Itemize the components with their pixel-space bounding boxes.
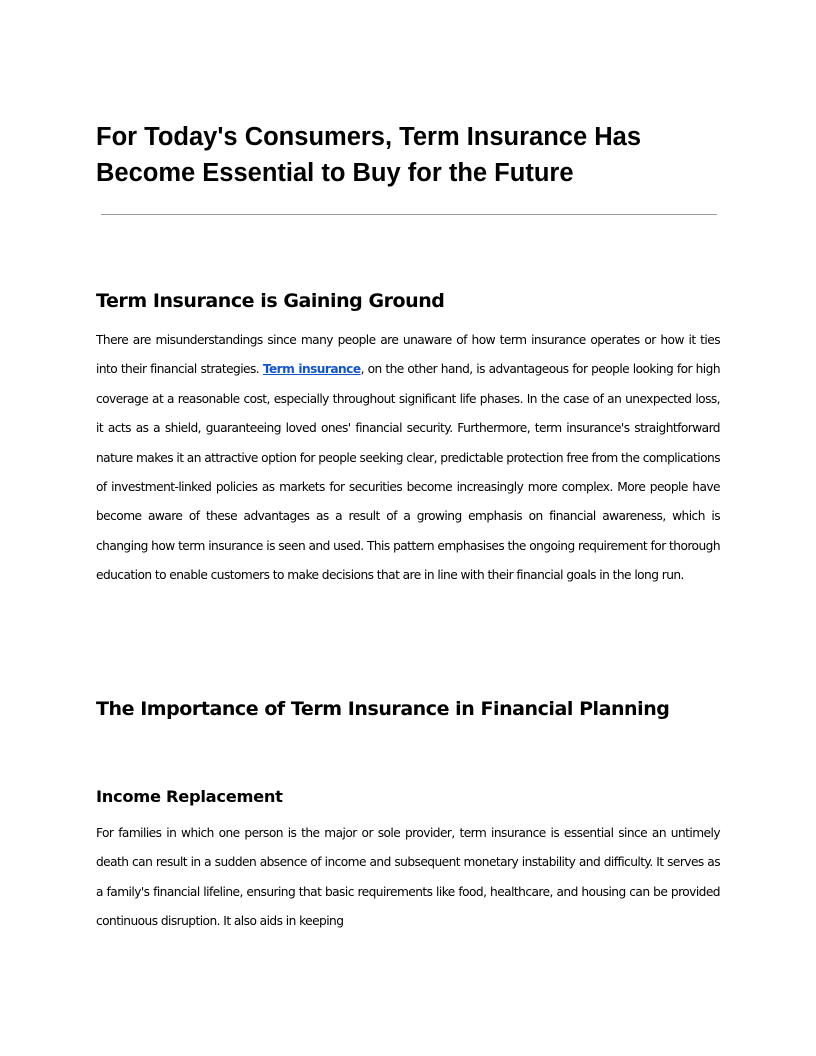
horizontal-divider bbox=[101, 214, 717, 215]
paragraph-text-before-link: There are misunderstandings since many people are unaware of how term insurance operates or how it ties into their financial strategies. bbox=[96, 333, 720, 377]
term-insurance-link[interactable]: Term insurance bbox=[262, 362, 361, 377]
paragraph-text-after-link: , on the other hand, is advantageous for people looking for high coverage at a reasonable cost, especially throughout significant life phases. In the case of an unexpected loss, it acts as a shield, guaranteeing loved ones' financial security. Furthermore, term insurance's straightforward nature makes it an attractive option for people seeking clear, predictable protection free from the complications of investment-linked policies as markets for securities become increasingly more complex. More people have become aware of these advantages as a result of a growing emphasis on financial awareness, which is changing how term insurance is seen and used. This pattern emphasises the ongoing requirement for thorough education to enable customers to make decisions that are in line with their financial goals in the long run. bbox=[96, 362, 720, 583]
section-heading-gaining-ground: Term Insurance is Gaining Ground bbox=[96, 290, 445, 312]
document-title: For Today's Consumers, Term Insurance Has Become Essential to Buy for the Future bbox=[96, 123, 642, 187]
subsection-heading-income-replacement: Income Replacement bbox=[96, 787, 283, 806]
section-paragraph-gaining-ground bbox=[96, 326, 720, 591]
section-paragraph-income-replacement: For families in which one person is the major or sole provider, term insurance is essential since an untimely death can result in a sudden absence of income and subsequent monetary instability and difficulty. It serves as a family's financial lifeline, ensuring that basic requirements like food, healthcare, and housing can be provided continuous disruption. It also aids in keeping bbox=[96, 826, 720, 929]
section-heading-financial-planning: The Importance of Term Insurance in Financial Planning bbox=[96, 698, 670, 720]
